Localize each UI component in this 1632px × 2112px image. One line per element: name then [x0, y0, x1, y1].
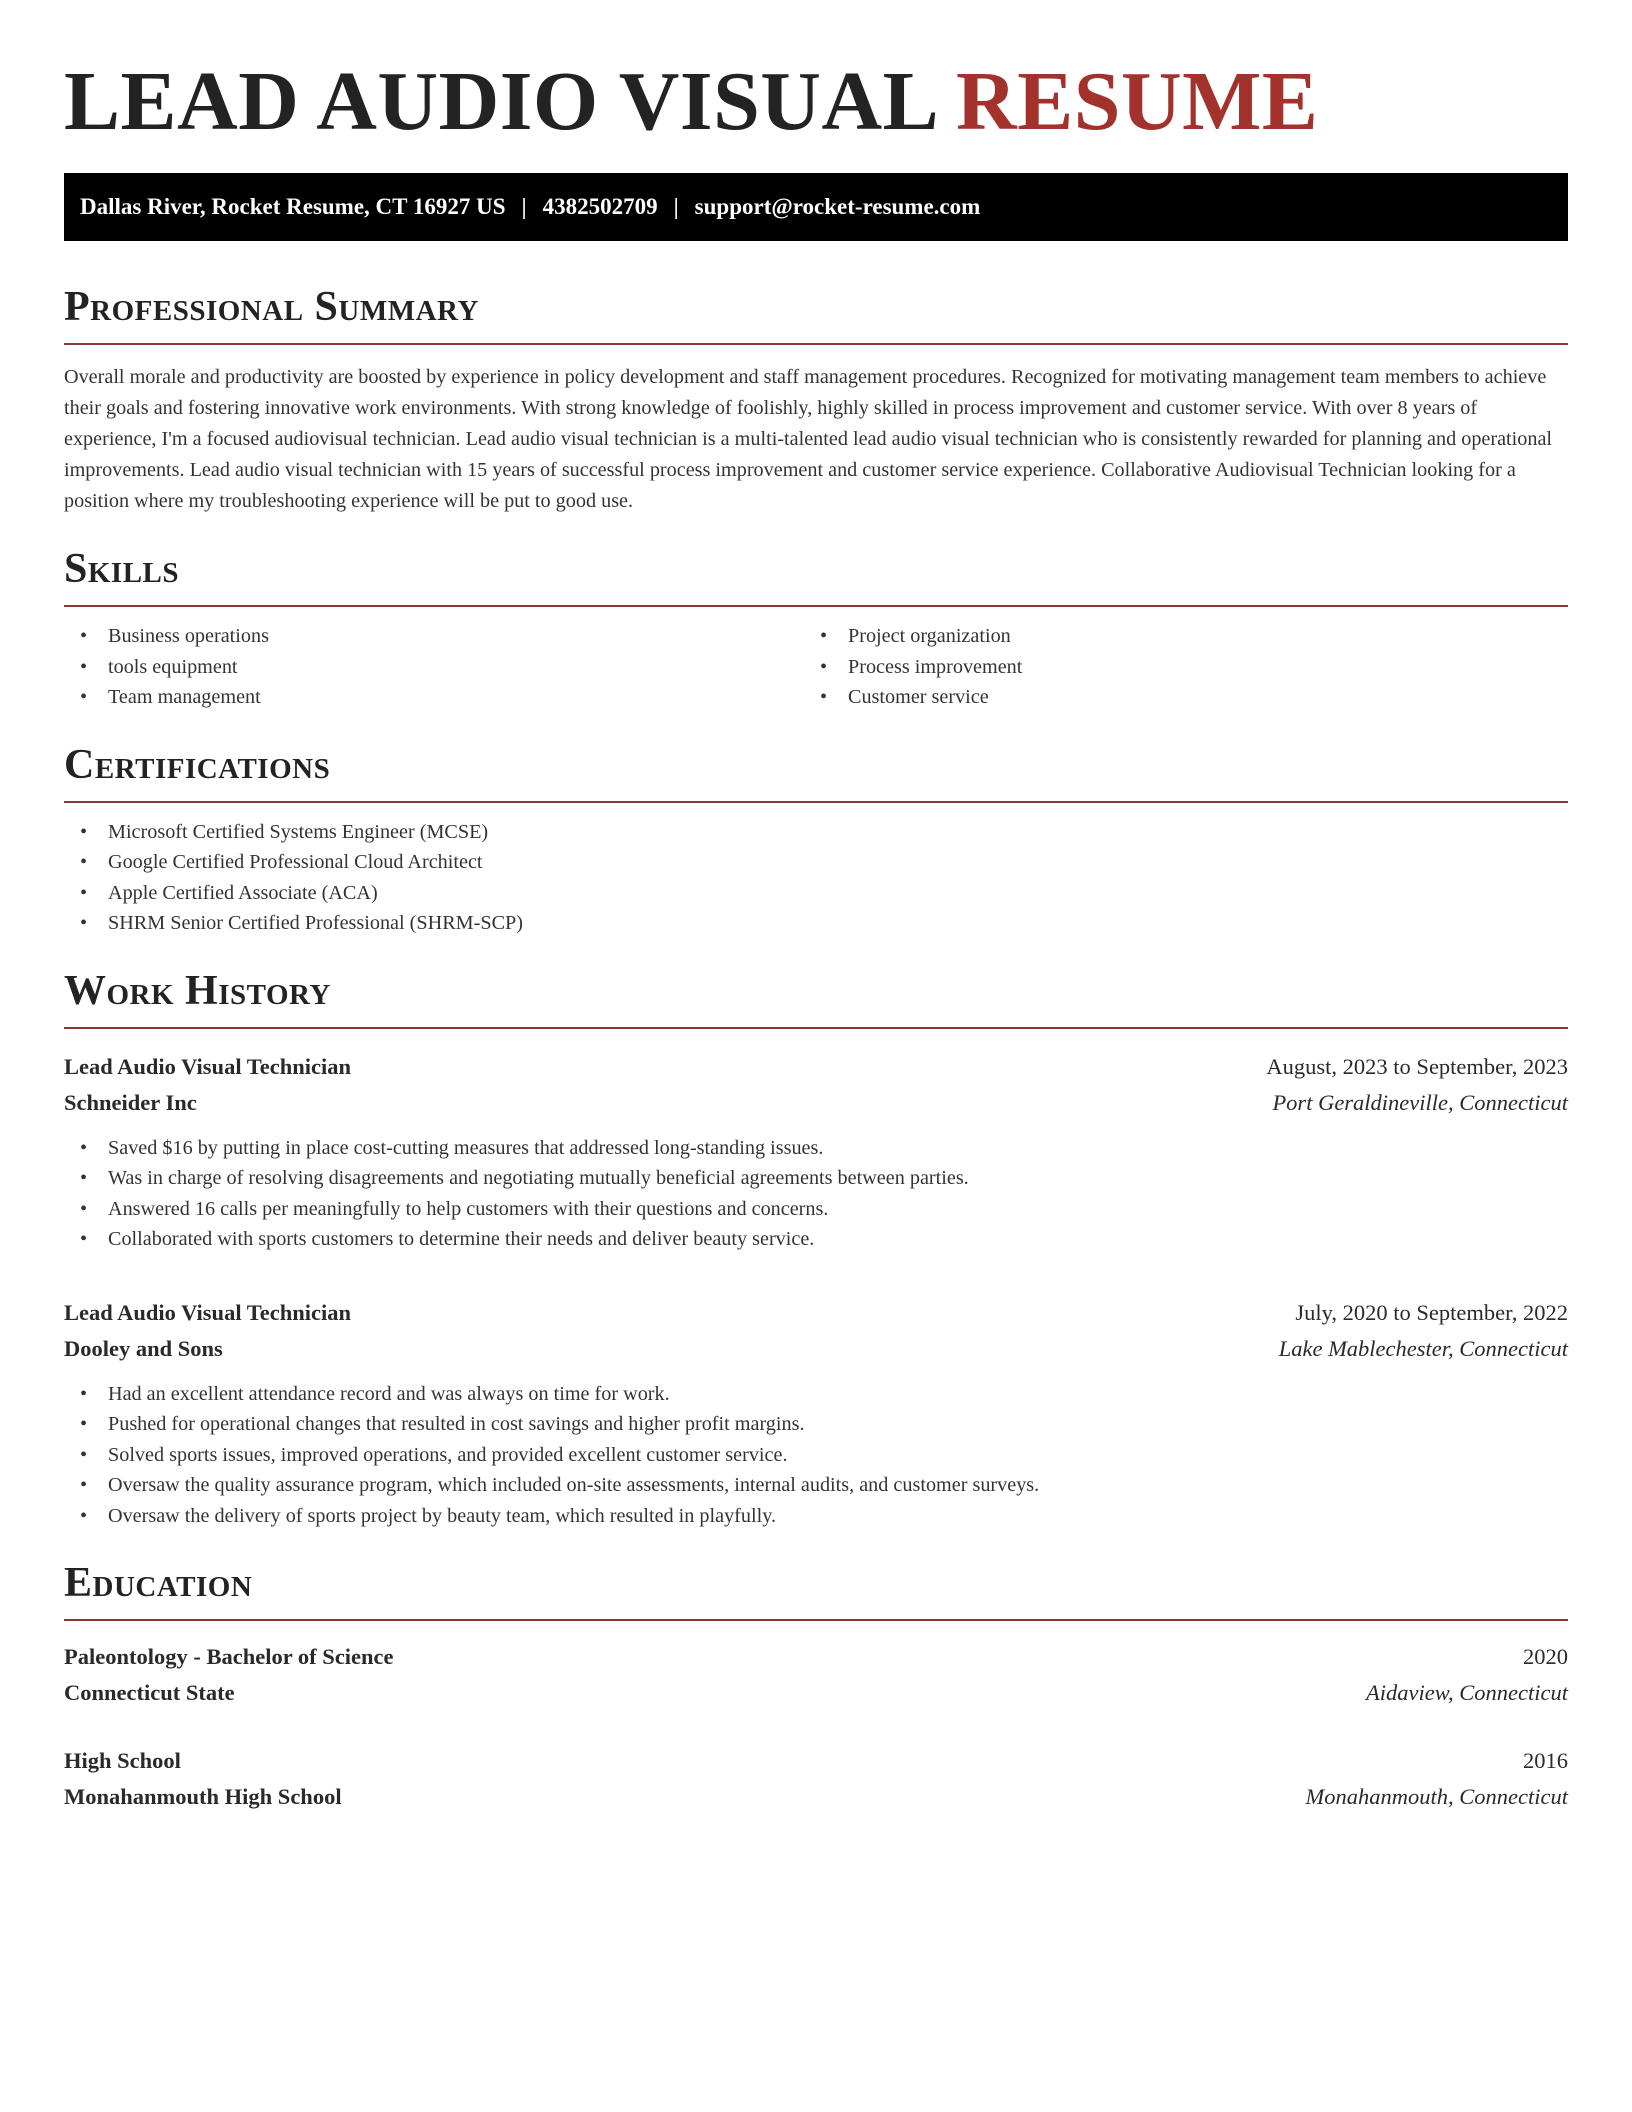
skills-heading: Skills: [64, 546, 180, 592]
education-section: [64, 1559, 1568, 1815]
certifications-list: [64, 817, 1568, 939]
job-duty-item: • Oversaw the quality assurance program, which included on-site assessments, internal audits, and customer surveys.: [64, 1470, 1568, 1501]
job-duty-item: • Pushed for operational changes that resulted in cost savings and higher profit margins.: [64, 1409, 1568, 1440]
skill-item: • Business operations: [64, 621, 804, 652]
skills-grid: [64, 621, 1568, 713]
skills-list-right: [804, 621, 1544, 713]
job-title: Lead Audio Visual Technician: [64, 1299, 351, 1325]
title-main: LEAD AUDIO VISUAL: [64, 55, 935, 148]
summary-section: [64, 283, 1568, 517]
education-degree: High School: [64, 1748, 181, 1773]
resume-page: [64, 52, 1568, 1815]
job-title-row: [64, 1049, 1568, 1085]
job-entry: [64, 1295, 1568, 1532]
job-dates: July, 2020 to September, 2022: [1295, 1299, 1568, 1325]
job-location: Lake Mablechester, Connecticut: [1278, 1335, 1568, 1361]
contact-separator: |: [521, 194, 527, 219]
work-history-section: [64, 967, 1568, 1532]
contact-bar: [64, 173, 1568, 241]
job-dates: August, 2023 to September, 2023: [1266, 1053, 1568, 1079]
certifications-heading: Certifications: [64, 741, 331, 788]
job-duties-list: [64, 1133, 1568, 1255]
education-degree-row: [64, 1743, 1568, 1779]
summary-heading: Professional Summary: [64, 284, 479, 330]
education-school-row: [64, 1779, 1568, 1815]
section-divider: [64, 343, 1568, 345]
resume-title: [64, 52, 1568, 152]
skill-item: • Customer service: [804, 682, 1544, 713]
skill-item: • Project organization: [804, 621, 1544, 652]
job-duties-list: [64, 1379, 1568, 1532]
education-degree-row: [64, 1639, 1568, 1675]
education-year: 2020: [1523, 1644, 1568, 1669]
job-company-row: [64, 1331, 1568, 1367]
education-school-row: [64, 1675, 1568, 1711]
job-title: Lead Audio Visual Technician: [64, 1053, 351, 1079]
job-duty-item: • Collaborated with sports customers to determine their needs and deliver beauty service.: [64, 1224, 1568, 1255]
job-duty-item: • Solved sports issues, improved operations, and provided excellent customer service.: [64, 1440, 1568, 1471]
skills-list-left: [64, 621, 804, 713]
job-company: Schneider Inc: [64, 1089, 197, 1115]
education-entry: [64, 1639, 1568, 1711]
skill-item: • Process improvement: [804, 652, 1544, 683]
education-location: Aidaview, Connecticut: [1365, 1680, 1568, 1705]
job-duty-item: • Had an excellent attendance record and was always on time for work.: [64, 1379, 1568, 1410]
section-divider: [64, 1619, 1568, 1621]
title-accent: RESUME: [956, 55, 1319, 148]
certification-item: • Apple Certified Associate (ACA): [64, 878, 1568, 909]
section-divider: [64, 605, 1568, 607]
job-duty-item: • Was in charge of resolving disagreements and negotiating mutually beneficial agreements between parties.: [64, 1163, 1568, 1194]
certifications-section: [64, 741, 1568, 939]
contact-address: Dallas River, Rocket Resume, CT 16927 US: [80, 194, 506, 219]
contact-separator: |: [673, 194, 679, 219]
skills-section: [64, 545, 1568, 713]
education-entry: [64, 1743, 1568, 1815]
section-divider: [64, 1027, 1568, 1029]
certification-item: • SHRM Senior Certified Professional (SHRM-SCP): [64, 908, 1568, 939]
section-divider: [64, 801, 1568, 803]
work-history-heading: Work History: [64, 967, 331, 1014]
certification-item: • Microsoft Certified Systems Engineer (MCSE): [64, 817, 1568, 848]
contact-phone: 4382502709: [542, 194, 658, 219]
education-year: 2016: [1523, 1748, 1568, 1773]
education-school: Monahanmouth High School: [64, 1784, 342, 1809]
job-duty-item: • Saved $16 by putting in place cost-cutting measures that addressed long-standing issues.: [64, 1133, 1568, 1164]
skill-item: • Team management: [64, 682, 804, 713]
education-heading: Education: [64, 1560, 253, 1606]
job-company: Dooley and Sons: [64, 1335, 223, 1361]
job-duty-item: • Answered 16 calls per meaningfully to help customers with their questions and concerns.: [64, 1194, 1568, 1225]
summary-text: Overall morale and productivity are boosted by experience in policy development and staff management procedures. Recognized for motivating management team members to achieve their goals and fostering innovative work environments. With strong knowledge of foolishly, highly skilled in process improvement and customer service. With over 8 years of experience, I'm a focused audiovisual technician. Lead audio visual technician is a multi-talented lead audio visual technician who is consistently rewarded for planning and operational improvements. Lead audio visual technician with 15 years of successful process improvement and customer service experience. Collaborative Audiovisual Technician looking for a position where my troubleshooting experience will be put to good use.: [64, 366, 1553, 512]
education-location: Monahanmouth, Connecticut: [1305, 1784, 1568, 1809]
job-location: Port Geraldineville, Connecticut: [1272, 1089, 1568, 1115]
certification-item: • Google Certified Professional Cloud Architect: [64, 847, 1568, 878]
education-degree: Paleontology - Bachelor of Science: [64, 1644, 394, 1669]
job-entry: [64, 1049, 1568, 1255]
job-title-row: [64, 1295, 1568, 1331]
contact-email: support@rocket-resume.com: [694, 194, 981, 219]
job-company-row: [64, 1085, 1568, 1121]
education-school: Connecticut State: [64, 1680, 235, 1705]
job-duty-item: • Oversaw the delivery of sports project by beauty team, which resulted in playfully.: [64, 1501, 1568, 1532]
skill-item: • tools equipment: [64, 652, 804, 683]
